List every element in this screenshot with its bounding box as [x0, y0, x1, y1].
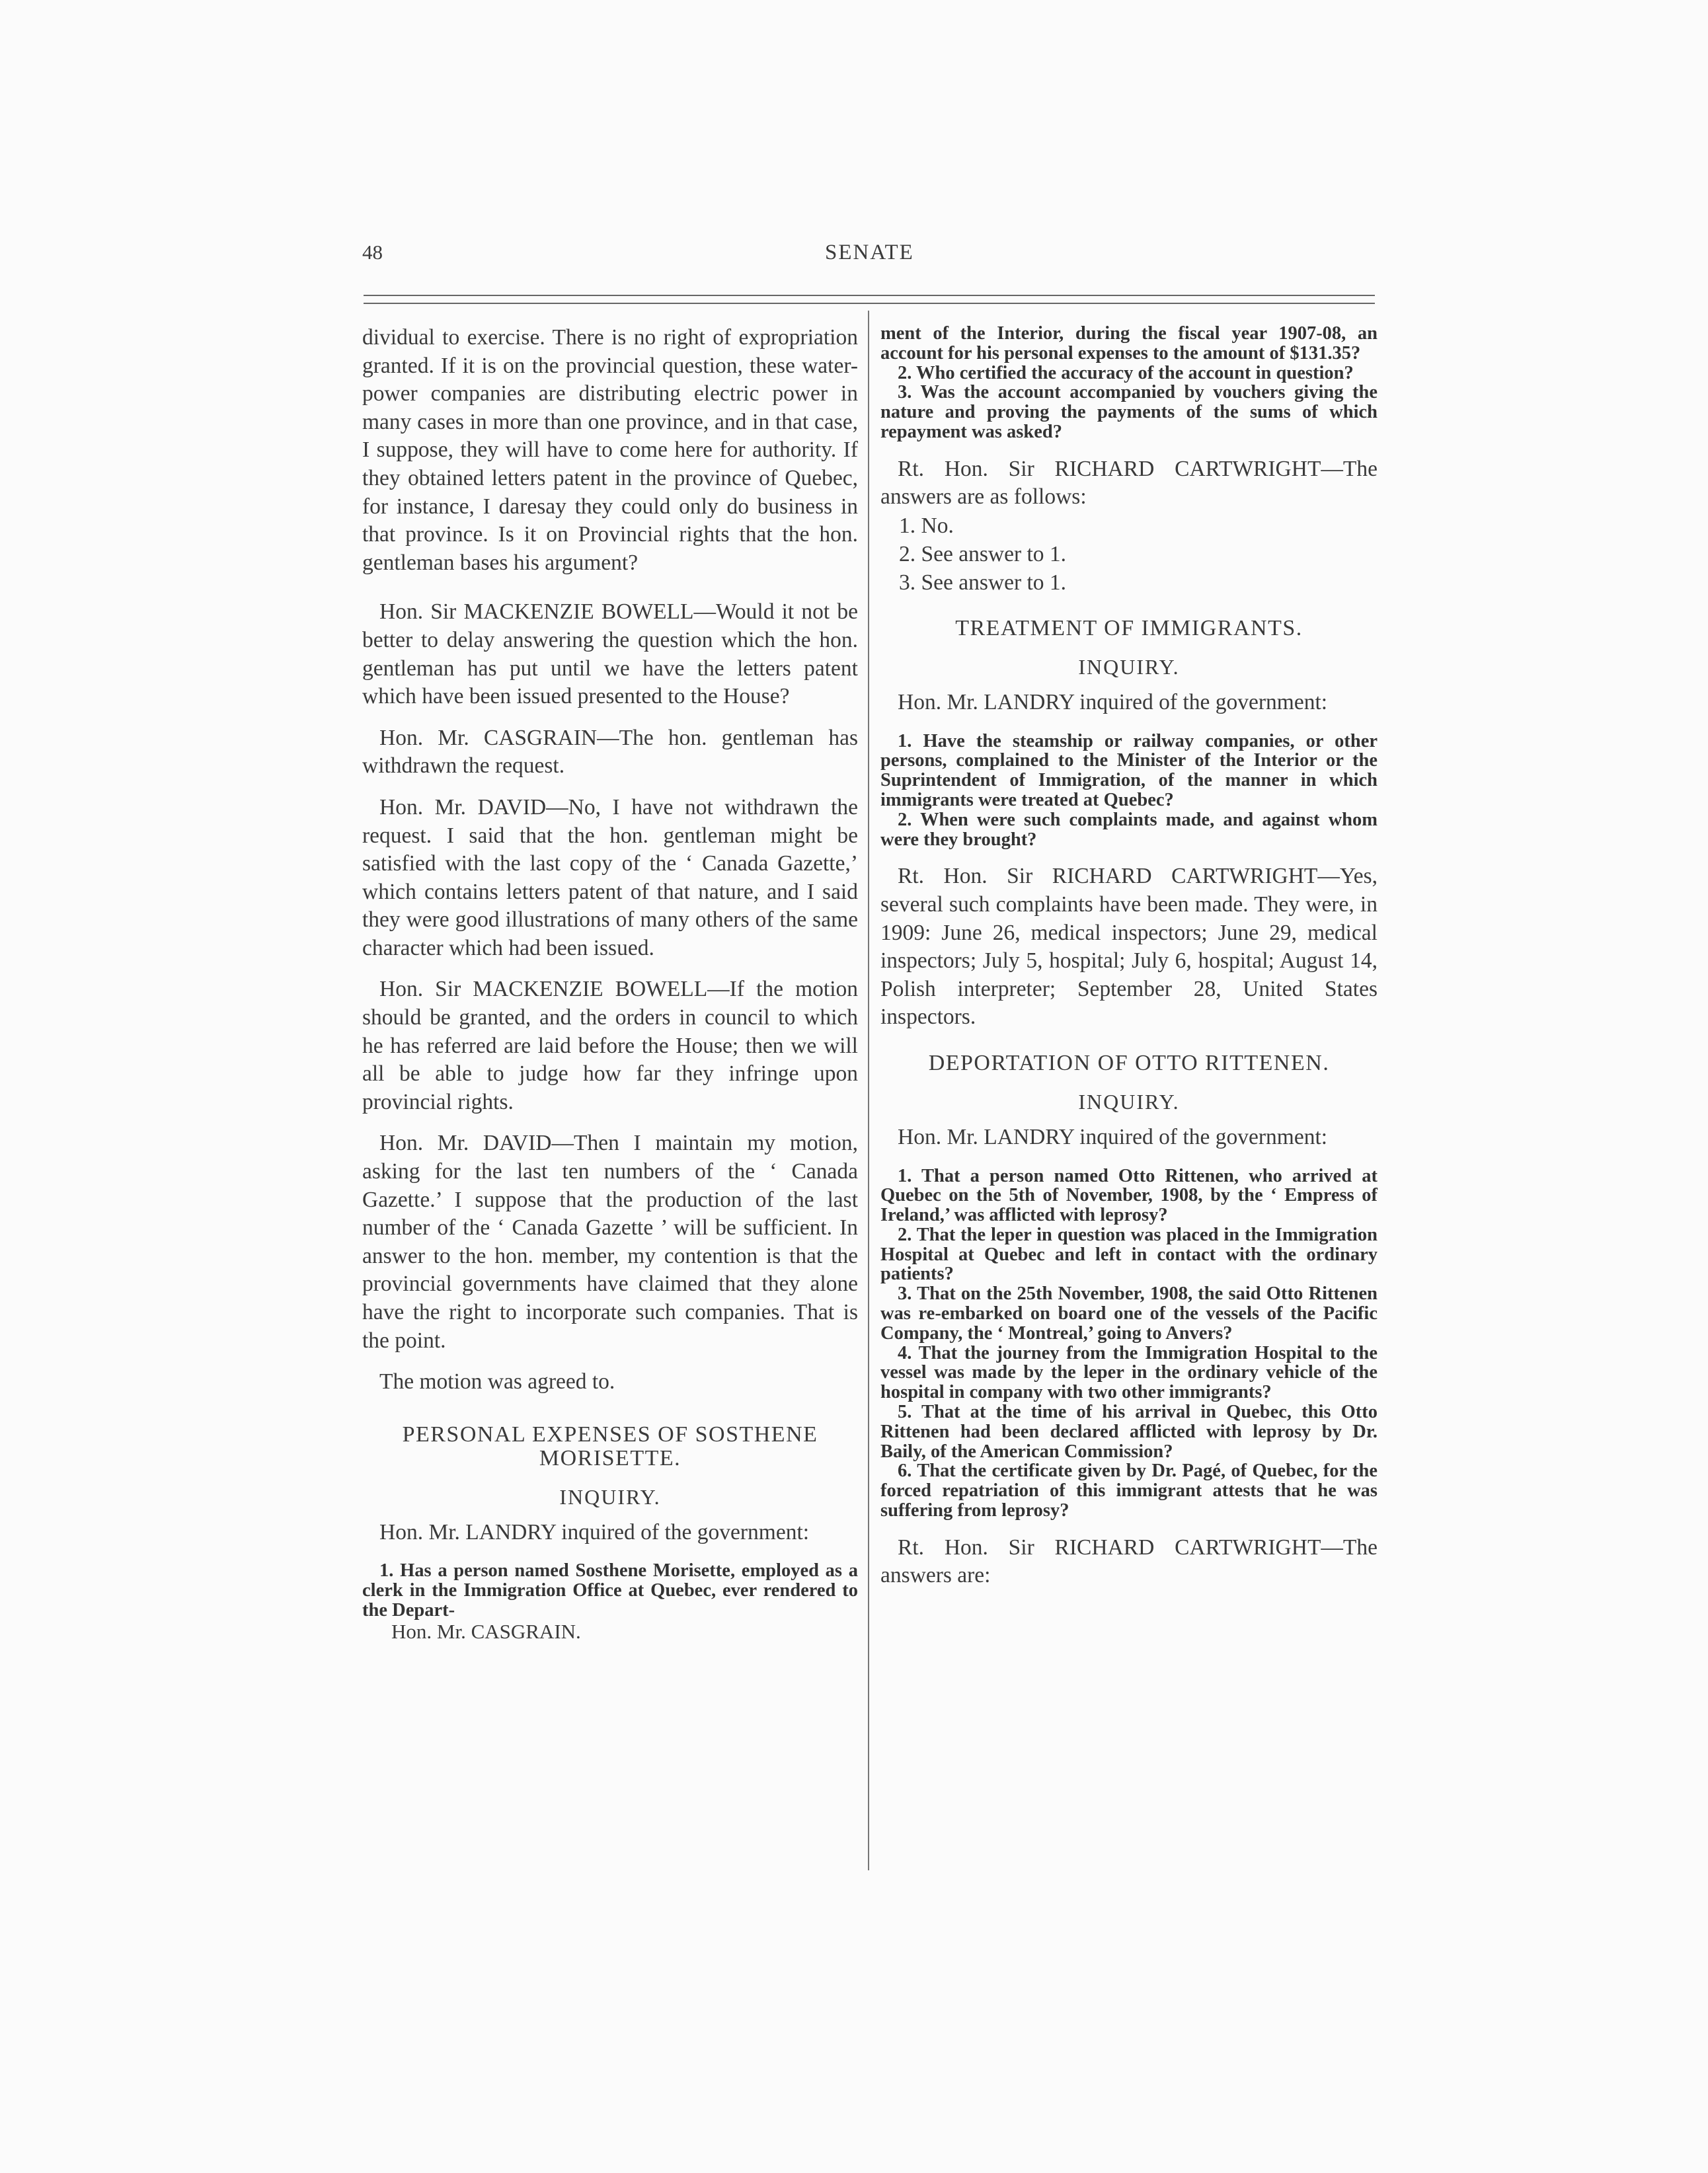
- paragraph-casgrain: Hon. Mr. CASGRAIN—The hon. gentleman has withdrawn the request.: [362, 725, 858, 779]
- paragraph-david-2: Hon. Mr. DAVID—Then I maintain my motion, asking for the last ten numbers of the ‘ Canada Gazette.’ I suppose that the production of the last number of the ‘ Canada Gazette ’ will be sufficient. In answer to the hon. member, my contention is that the provincial governments have claimed that they alone have the right to incorporate such companies. That is the point.: [362, 1131, 858, 1353]
- paragraph-landry-inquiry-2: Hon. Mr. LANDRY inquired of the government:: [898, 689, 1328, 714]
- section-heading-personal-expenses: PERSONAL EXPENSES OF SOSTHENE MORISETTE.: [402, 1422, 818, 1470]
- page-number: 48: [362, 241, 383, 264]
- answer-3: 3. See answer to 1.: [899, 570, 1067, 595]
- running-head: SENATE: [825, 241, 914, 264]
- treatment-answer: Rt. Hon. Sir RICHARD CARTWRIGHT—Yes, several such complaints have been made. They were, in 1909: June 26, medical inspectors; June 29, medical inspectors; July 5, hospital; July 6, hospital; August 14, Polish interpreter; September 28, United States inspectors.: [880, 864, 1378, 1030]
- footer-speaker: Hon. Mr. CASGRAIN.: [391, 1619, 581, 1643]
- paragraph-david-1: Hon. Mr. DAVID—No, I have not withdrawn the request. I said that the hon. gentleman might be satisfied with the last copy of the ‘ Canada Gazette,’ which contains letters patent of that nature, and I said they were good illustrations of many others of the same character which had been issued.: [362, 794, 858, 960]
- answer-intro-cartwright: Rt. Hon. Sir RICHARD CARTWRIGHT—The answers are as follows:: [880, 456, 1378, 510]
- right-column: [880, 324, 1378, 1590]
- left-column: [362, 324, 858, 1643]
- answer-1: 1. No.: [899, 513, 954, 538]
- deportation-question-6: 6. That the certificate given by Dr. Pagé, of Quebec, for the forced repatriation of this immigrant attests that he was suffering from leprosy?: [880, 1461, 1378, 1521]
- paragraph-motion-agreed: The motion was agreed to.: [379, 1369, 615, 1394]
- section-subheading-inquiry-3: INQUIRY.: [1078, 1089, 1180, 1114]
- question-3: 3. Was the account accompanied by vouchers giving the nature and proving the payments of the sums of which repayment was asked?: [880, 382, 1378, 442]
- section-heading-deportation: DEPORTATION OF OTTO RITTENEN.: [928, 1050, 1330, 1075]
- deportation-answer-intro: Rt. Hon. Sir RICHARD CARTWRIGHT—The answers are:: [880, 1535, 1378, 1588]
- deportation-question-4: 4. That the journey from the Immigration Hospital to the vessel was made by the leper in the ordinary vehicle of the hospital in company with two other immigrants?: [880, 1342, 1378, 1403]
- paragraph-continuation: dividual to exercise. There is no right of expropriation granted. If it is on the provincial question, these water-power companies are distributing electric power in many cases in more than one province, and in that case, I suppose, they will have to come here for authority. If they obtained letters patent in the province of Quebec, for instance, I daresay they could only do business in that province. Is it on Provincial rights that the hon. gentleman bases his argument?: [362, 325, 858, 575]
- question-2: 2. Who certified the accuracy of the account in question?: [898, 362, 1354, 383]
- paragraph-landry-inquiry-3: Hon. Mr. LANDRY inquired of the government:: [898, 1124, 1328, 1149]
- treatment-question-1: 1. Have the steamship or railway companies, or other persons, complained to the Minister of the Interior or the Suprintendent of Immigration, of the manner in which immigrants were treated at Quebec?: [880, 730, 1378, 810]
- header-rule-bottom: [364, 303, 1375, 304]
- deportation-question-1: 1. That a person named Otto Rittenen, who arrived at Quebec on the 5th of November, 1908, by the ‘ Empress of Ireland,’ was afflicted with leprosy?: [880, 1165, 1378, 1226]
- treatment-question-2: 2. When were such complaints made, and against whom were they brought?: [880, 809, 1378, 850]
- question-1-continued: ment of the Interior, during the fiscal year 1907-08, an account for his personal expenses to the amount of $131.35?: [880, 323, 1378, 363]
- paragraph-landry-inquiry: Hon. Mr. LANDRY inquired of the government:: [379, 1519, 810, 1544]
- question-1: 1. Has a person named Sosthene Morisette, employed as a clerk in the Immigration Office at Quebec, ever rendered to the Depart-: [362, 1560, 858, 1620]
- paragraph-bowell-1: Hon. Sir MACKENZIE BOWELL—Would it not be better to delay answering the question which the hon. gentleman has put until we have the letters patent which have been issued presented to the House?: [362, 599, 858, 709]
- header-rule-top: [364, 295, 1375, 296]
- deportation-question-5: 5. That at the time of his arrival in Quebec, this Otto Rittenen had been declared afflicted with leprosy by Dr. Baily, of the American Commission?: [880, 1402, 1378, 1462]
- section-heading-treatment: TREATMENT OF IMMIGRANTS.: [955, 615, 1303, 640]
- section-subheading-inquiry-2: INQUIRY.: [1078, 654, 1180, 679]
- column-divider: [868, 311, 869, 1870]
- paragraph-bowell-2: Hon. Sir MACKENZIE BOWELL—If the motion should be granted, and the orders in council to which he has referred are laid before the House; then we will all be able to judge how far they infringe upon provincial rights.: [362, 977, 858, 1114]
- section-subheading-inquiry: INQUIRY.: [559, 1484, 661, 1509]
- deportation-question-2: 2. That the leper in question was placed in the Immigration Hospital at Quebec and left in contact with the ordinary patients?: [880, 1224, 1378, 1285]
- deportation-question-3: 3. That on the 25th November, 1908, the said Otto Rittenen was re-embarked on board one of the vessels of the Pacific Company, the ‘ Montreal,’ going to Anvers?: [880, 1283, 1378, 1344]
- answer-2: 2. See answer to 1.: [899, 541, 1067, 566]
